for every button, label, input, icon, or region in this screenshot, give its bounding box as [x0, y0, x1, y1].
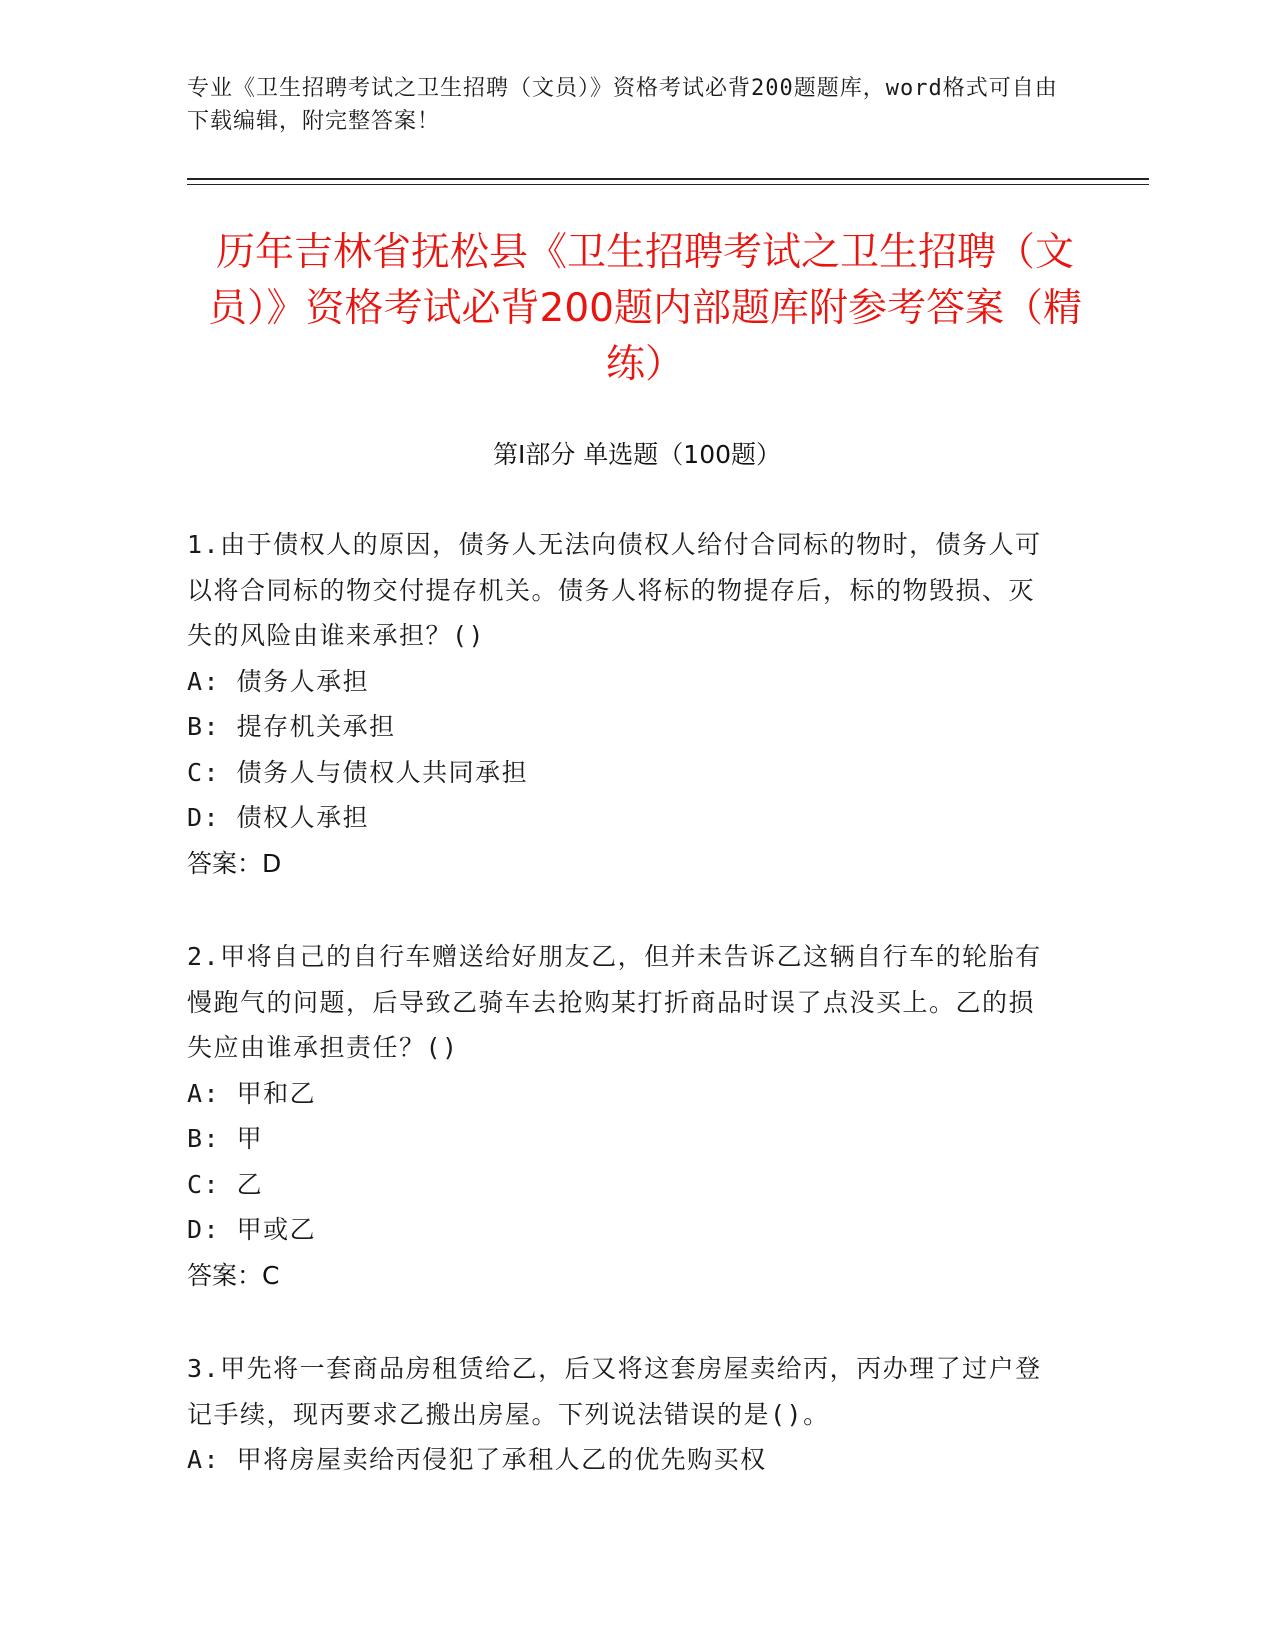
- question-stem: 3.甲先将一套商品房租赁给乙，后又将这套房屋卖给丙，丙办理了过户登记手续，现丙要求乙搬出房屋。下列说法错误的是()。: [187, 1354, 1042, 1429]
- question-stem: 1.由于债权人的原因，债务人无法向债权人给付合同标的物时，债务人可以将合同标的物交付提存机关。债务人将标的物提存后，标的物毁损、灭失的风险由谁来承担？(): [187, 530, 1042, 650]
- question-list: [187, 522, 1057, 1531]
- option-c: C: 债务人与债权人共同承担: [187, 757, 529, 787]
- option-d: D: 甲或乙: [187, 1215, 317, 1244]
- question-1: [187, 522, 1057, 886]
- answer: 答案：C: [187, 1260, 280, 1290]
- answer: 答案：D: [187, 848, 282, 878]
- section-heading: 第Ⅰ部分 单选题（100题）: [492, 440, 782, 469]
- option-c: C: 乙: [187, 1169, 264, 1199]
- option-d: D: 债权人承担: [187, 803, 370, 832]
- option-b: B: 提存机关承担: [187, 712, 396, 741]
- question-2: [187, 934, 1057, 1298]
- header-note: 专业《卫生招聘考试之卫生招聘（文员）》资格考试必背200题题库，word格式可自由下载编辑，附完整答案！: [187, 76, 1058, 134]
- document-title: 历年吉林省抚松县《卫生招聘考试之卫生招聘（文员）》资格考试必背200题内部题库附参考答案（精练）: [208, 230, 1082, 387]
- question-stem: 2.甲将自己的自行车赠送给好朋友乙，但并未告诉乙这辆自行车的轮胎有慢跑气的问题，后导致乙骑车去抢购某打折商品时误了点没买上。乙的损失应由谁承担责任？(): [187, 942, 1042, 1062]
- option-a: A: 甲将房屋卖给丙侵犯了承租人乙的优先购买权: [187, 1445, 767, 1474]
- header-divider-thick: [187, 178, 1149, 180]
- header-divider-thin: [187, 184, 1149, 185]
- option-b: B: 甲: [187, 1124, 264, 1153]
- option-a: A: 甲和乙: [187, 1078, 317, 1108]
- question-3: [187, 1346, 1057, 1483]
- option-a: A: 债务人承担: [187, 666, 370, 696]
